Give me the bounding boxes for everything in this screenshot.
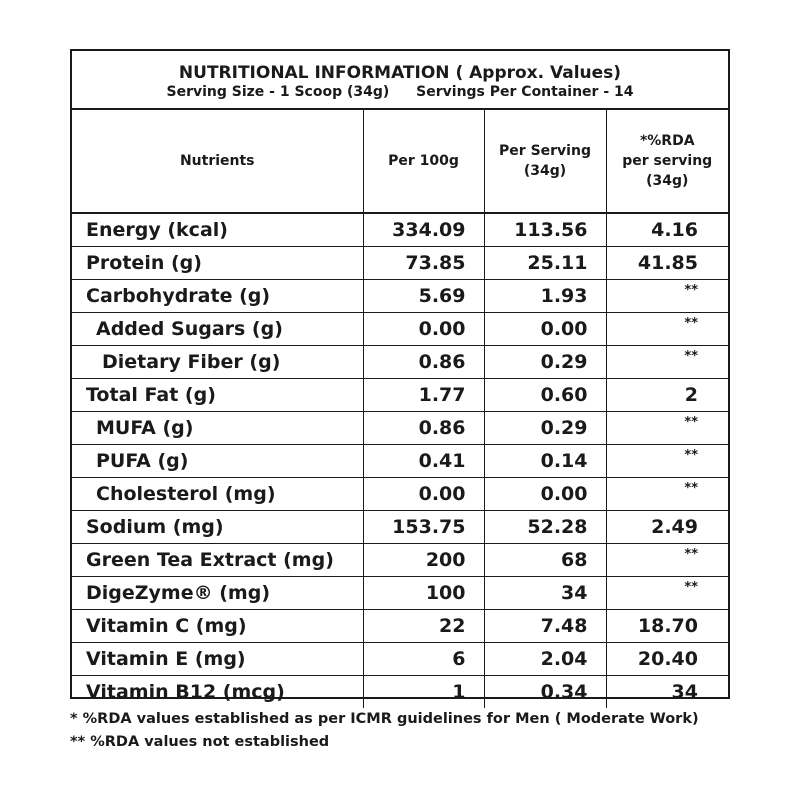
serving-info — [72, 83, 728, 101]
value-rda: 18.70 — [606, 610, 728, 643]
nutrient-name: PUFA (g) — [72, 445, 363, 478]
servings-per-container: Servings Per Container - 14 — [416, 84, 634, 100]
value-per-serving: 68 — [484, 544, 606, 577]
table-row — [72, 213, 728, 247]
value-per-100g: 22 — [363, 610, 484, 643]
value-rda: 2.49 — [606, 511, 728, 544]
table-row — [72, 643, 728, 676]
value-per-100g: 0.00 — [363, 313, 484, 346]
nutrient-name: Vitamin C (mg) — [72, 610, 363, 643]
value-rda: ** — [606, 313, 728, 346]
table-row — [72, 313, 728, 346]
table-row — [72, 280, 728, 313]
nutrient-name: Added Sugars (g) — [72, 313, 363, 346]
value-rda: ** — [606, 445, 728, 478]
nutrient-name: Green Tea Extract (mg) — [72, 544, 363, 577]
nutrient-name: Protein (g) — [72, 247, 363, 280]
value-per-100g: 0.00 — [363, 478, 484, 511]
table-row — [72, 511, 728, 544]
col-header-rda — [606, 110, 728, 213]
value-per-serving: 113.56 — [484, 213, 606, 247]
value-per-100g: 100 — [363, 577, 484, 610]
footnotes — [70, 708, 699, 754]
nutrition-panel — [70, 49, 730, 703]
value-rda: ** — [606, 478, 728, 511]
value-per-serving: 7.48 — [484, 610, 606, 643]
value-per-serving: 0.00 — [484, 478, 606, 511]
value-per-serving: 25.11 — [484, 247, 606, 280]
value-rda: ** — [606, 544, 728, 577]
value-per-100g: 1.77 — [363, 379, 484, 412]
per-serving-size: (34g) — [523, 163, 567, 179]
panel-header — [72, 51, 728, 110]
value-rda: 41.85 — [606, 247, 728, 280]
panel-title: NUTRITIONAL INFORMATION ( Approx. Values) — [178, 63, 622, 83]
value-per-100g: 5.69 — [363, 280, 484, 313]
value-per-100g: 334.09 — [363, 213, 484, 247]
value-per-serving: 2.04 — [484, 643, 606, 676]
value-rda: 4.16 — [606, 213, 728, 247]
footnote-not-established: ** %RDA values not established — [70, 734, 330, 750]
table-row — [72, 445, 728, 478]
col-header-per-100g: Per 100g — [363, 110, 484, 213]
value-per-serving: 0.29 — [484, 346, 606, 379]
value-per-serving: 34 — [484, 577, 606, 610]
nutrient-name: Vitamin E (mg) — [72, 643, 363, 676]
footnote-rda: * %RDA values established as per ICMR guidelines for Men ( Moderate Work) — [70, 711, 699, 727]
table-row — [72, 247, 728, 280]
rda-per-serving: per serving — [622, 153, 713, 169]
table-row — [72, 346, 728, 379]
value-per-serving: 1.93 — [484, 280, 606, 313]
nutrient-name: Dietary Fiber (g) — [72, 346, 363, 379]
table-row — [72, 478, 728, 511]
nutrient-name: Carbohydrate (g) — [72, 280, 363, 313]
table-header-row — [72, 110, 728, 213]
nutrient-name: Cholesterol (mg) — [72, 478, 363, 511]
value-per-100g: 0.41 — [363, 445, 484, 478]
nutrient-name: Vitamin B12 (mcg) — [72, 676, 363, 709]
table-row — [72, 544, 728, 577]
value-per-100g: 153.75 — [363, 511, 484, 544]
table-row — [72, 412, 728, 445]
value-per-100g: 0.86 — [363, 346, 484, 379]
value-rda: 20.40 — [606, 643, 728, 676]
value-per-serving: 0.14 — [484, 445, 606, 478]
value-rda: ** — [606, 346, 728, 379]
table-row — [72, 379, 728, 412]
per-serving-label: Per Serving — [499, 143, 591, 159]
table-row — [72, 577, 728, 610]
table-row — [72, 610, 728, 643]
value-per-serving: 0.29 — [484, 412, 606, 445]
nutrient-name: MUFA (g) — [72, 412, 363, 445]
value-per-100g: 73.85 — [363, 247, 484, 280]
col-header-per-serving — [484, 110, 606, 213]
rda-serving-size: (34g) — [646, 173, 689, 189]
value-per-serving: 52.28 — [484, 511, 606, 544]
nutrient-name: Total Fat (g) — [72, 379, 363, 412]
value-per-serving: 0.00 — [484, 313, 606, 346]
serving-size: Serving Size - 1 Scoop (34g) — [166, 84, 390, 100]
value-per-serving: 0.34 — [484, 676, 606, 709]
rda-label: *%RDA — [639, 133, 695, 149]
value-rda: ** — [606, 412, 728, 445]
nutrient-name: Energy (kcal) — [86, 219, 228, 241]
value-per-100g: 1 — [363, 676, 484, 709]
value-rda: ** — [606, 280, 728, 313]
nutrition-table — [72, 110, 728, 708]
table-row — [72, 676, 728, 709]
value-rda: 2 — [606, 379, 728, 412]
nutrient-name: Sodium (mg) — [72, 511, 363, 544]
col-header-nutrients: Nutrients — [72, 110, 363, 213]
value-per-serving: 0.60 — [484, 379, 606, 412]
value-per-100g: 200 — [363, 544, 484, 577]
nutrient-name: DigeZyme® (mg) — [72, 577, 363, 610]
value-per-100g: 6 — [363, 643, 484, 676]
value-per-100g: 0.86 — [363, 412, 484, 445]
value-rda: ** — [606, 577, 728, 610]
value-rda: 34 — [606, 676, 728, 709]
